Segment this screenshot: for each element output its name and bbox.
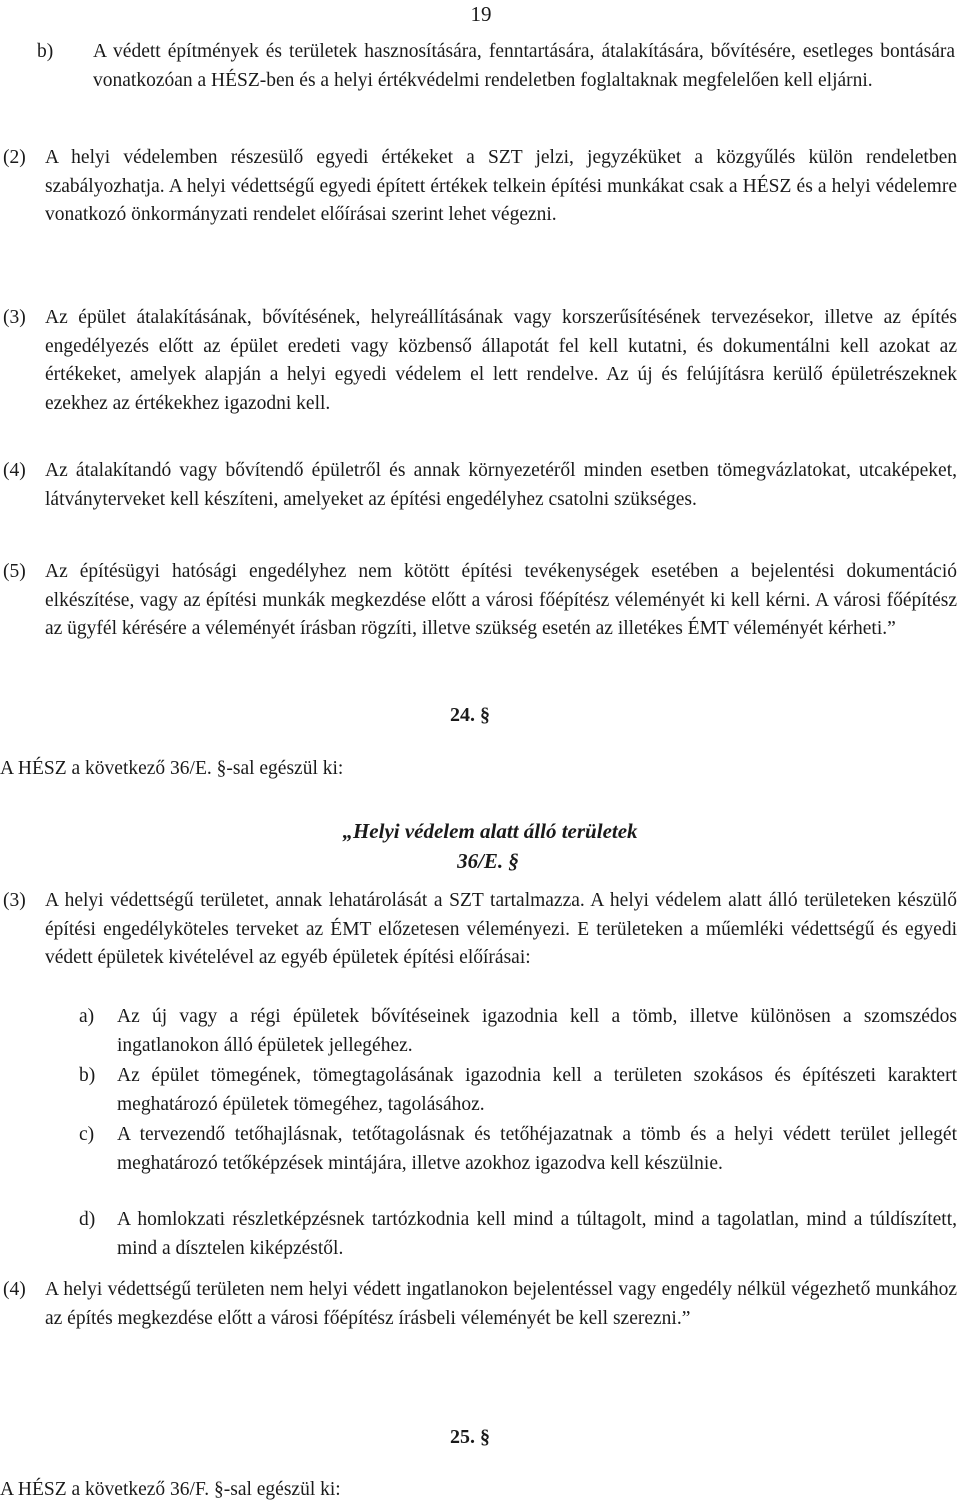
paragraph-label: (4) xyxy=(3,460,26,481)
list-item-text: Az épület tömegének, tömegtagolásának igazodnia kell a területen szokásos és építészeti karaktert meghatározó épületek tömegéhez, tagolásához. xyxy=(117,1065,957,1115)
list-item-label: c) xyxy=(79,1124,95,1145)
paragraph-label: (4) xyxy=(3,1279,26,1300)
section-number-25: 25. § xyxy=(450,1426,490,1448)
list-item-text: Az új vagy a régi épületek bővítéseinek igazodnia kell a tömb, illetve különösen a szomszédos ingatlanokon álló épületek jellegéhez. xyxy=(117,1006,957,1056)
paragraph-text: Az építésügyi hatósági engedélyhez nem kötött építési tevékenységek esetében a bejelentési dokumentáció elkészítése, vagy az építési munkák megkezdése előtt a városi főépítész véleményét ki kell kérni. A városi főépítész az ügyfél kérésére a véleményét írásban rögzíti, illetve szükség esetén az illetékes ÉMT véleményét kérheti.” xyxy=(45,561,957,640)
paragraph-label: (3) xyxy=(3,890,26,911)
paragraph-label: (3) xyxy=(3,307,26,328)
paragraph-text: A helyi védettségű területet, annak lehatárolását a SZT tartalmazza. A helyi védelem alatt álló területeken készülő építési engedélyköteles terveket az ÉMT előzetesen véleményezi. E területeken a műemléki védettségű és egyedi védett épületek kivételével az egyéb épületek építési előírásai: xyxy=(45,890,957,969)
section-title: „Helyi védelem alatt álló területek xyxy=(342,819,638,843)
section-number-24: 24. § xyxy=(450,704,490,726)
paragraph-label: b) xyxy=(37,41,54,62)
section-25-intro: A HÉSZ a következő 36/F. §-sal egészül ki: xyxy=(0,1479,341,1500)
paragraph-text: A helyi védelemben részesülő egyedi értékeket a SZT jelzi, jegyzéküket a közgyűlés külön rendeletben szabályozhatja. A helyi védettségű egyedi épített értékek telkein építési munkákat csak a HÉSZ és a helyi védelemre vonatkozó önkormányzati rendelet előírásai szerint lehet végezni. xyxy=(45,147,957,226)
list-item-label: d) xyxy=(79,1209,96,1230)
paragraph-label: (5) xyxy=(3,561,26,582)
list-item-text: A homlokzati részletképzésnek tartózkodnia kell mind a túltagolt, mind a tagolatlan, mind a túldíszített, mind a dísztelen kiképzéstől. xyxy=(117,1209,957,1259)
paragraph-label: (2) xyxy=(3,147,26,168)
page-number: 19 xyxy=(470,2,492,26)
paragraph-text: A helyi védettségű területen nem helyi védett ingatlanokon bejelentéssel vagy engedély nélkül végezhető munkához az építés megkezdése előtt a városi főépítész írásbeli véleményét be kell szerezni.” xyxy=(45,1279,957,1329)
paragraph-text: Az átalakítandó vagy bővítendő épületről és annak környezetéről minden esetben tömegvázlatokat, utcaképeket, látványterveket kell készíteni, amelyeket az építési engedélyhez csatolni szükséges. xyxy=(45,460,957,510)
list-item-label: b) xyxy=(79,1065,96,1086)
list-item-label: a) xyxy=(79,1006,95,1027)
paragraph-text: Az épület átalakításának, bővítésének, helyreállításának vagy korszerűsítésének tervezésekor, illetve az építés engedélyezés előtt az épület eredeti vagy közbenső állapotát fel kell kutatni, és dokumentálni kell azokat az értékeket, amelyek alapján a helyi egyedi védelem el lett rendelve. Az új és felújításra kerülő épületrészeknek ezekhez az értékekhez igazodni kell. xyxy=(45,307,957,414)
section-subtitle: 36/E. § xyxy=(457,849,519,873)
section-24-intro: A HÉSZ a következő 36/E. §-sal egészül ki: xyxy=(0,758,344,779)
list-item-text: A tervezendő tetőhajlásnak, tetőtagolásnak és tetőhéjazatnak a tömb és a helyi védett terület jellegét meghatározó tetőképzések mintájára, illetve azokhoz igazodva kell készülnie. xyxy=(117,1124,957,1174)
paragraph-text: A védett építmények és területek hasznosítására, fenntartására, átalakítására, bővítésére, esetleges bontására vonatkozóan a HÉSZ-ben és a helyi értékvédelmi rendeletben foglaltaknak megfelelően kell eljárni. xyxy=(93,41,955,91)
